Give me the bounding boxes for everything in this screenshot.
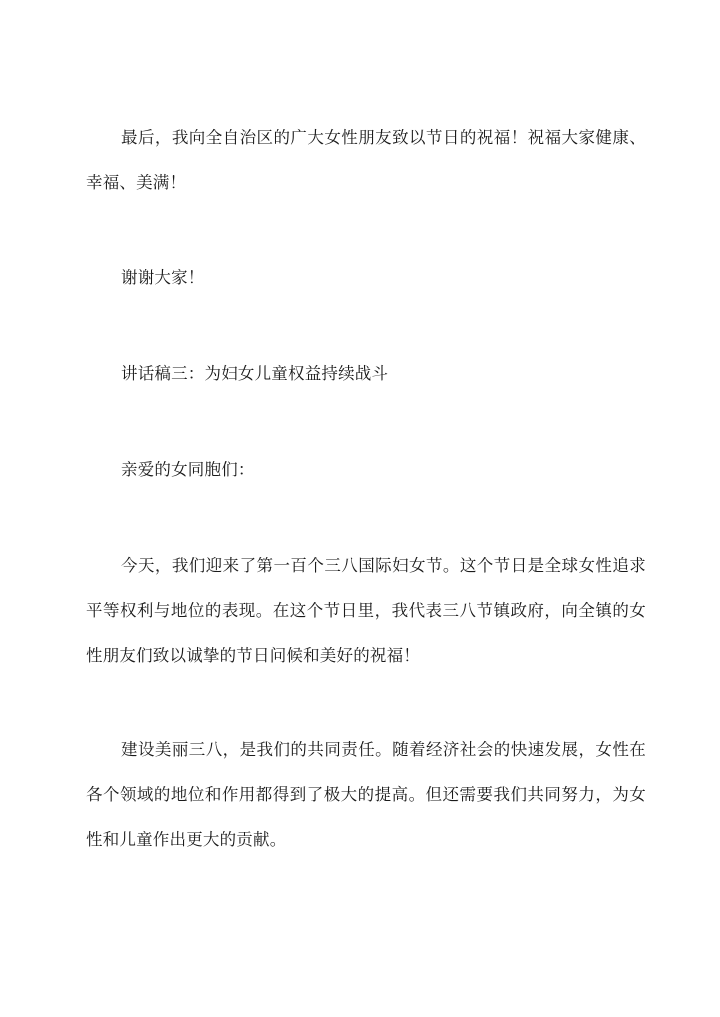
section-heading: 讲话稿三：为妇女儿童权益持续战斗 xyxy=(121,364,389,383)
greeting-paragraph: 今天，我们迎来了第一百个三八国际妇女节。这个节日是全球女性追求平等权利与地位的表现。在这个节日里，我代表三八节镇政府，向全镇的女性朋友们致以诚挚的节日问候和美好的祝福！ xyxy=(86,556,646,665)
salutation-paragraph: 亲爱的女同胞们： xyxy=(121,460,255,479)
closing-wishes-paragraph: 最后，我向全自治区的广大女性朋友致以节日的祝福！祝福大家健康、幸福、美满！ xyxy=(86,128,646,192)
thanks-paragraph: 谢谢大家！ xyxy=(121,268,205,287)
responsibility-paragraph: 建设美丽三八，是我们的共同责任。随着经济社会的快速发展，女性在各个领域的地位和作用都得到了极大的提高。但还需要我们共同努力，为女性和儿童作出更大的贡献。 xyxy=(86,740,646,849)
